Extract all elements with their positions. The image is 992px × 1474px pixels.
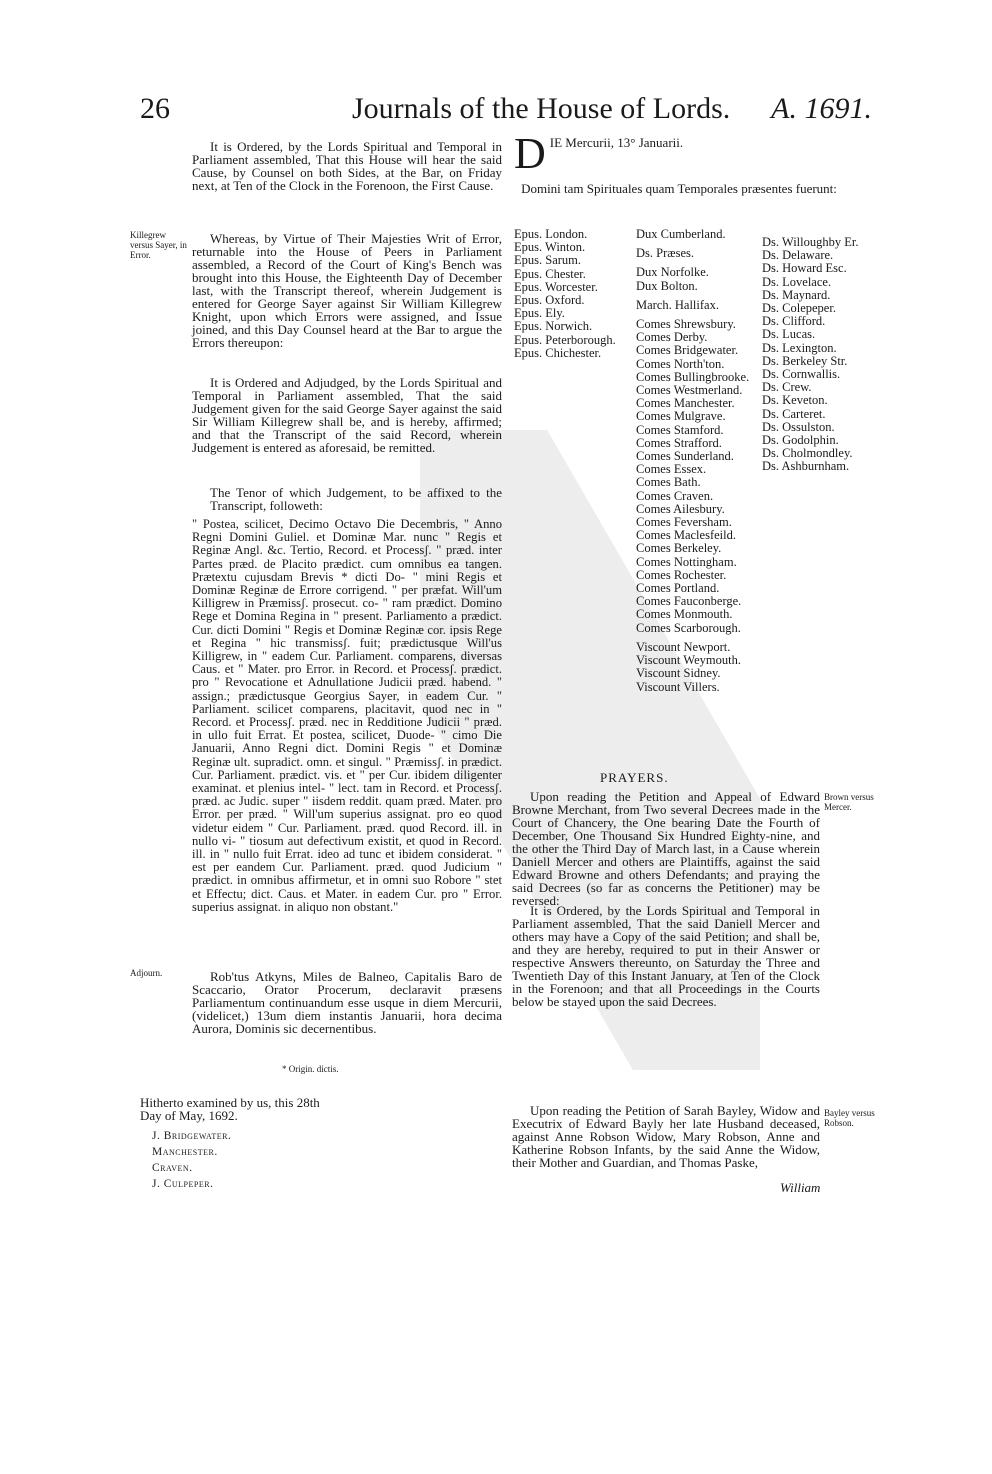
- left-para-ordered: It is Ordered and Adjudged, by the Lords Spiritual and Temporal in Parliament assembled, That the said Judgement given for the said George Sayer against the said Sir William Killegrew shall be, and is hereby, affirmed; and that the Transcript of the said Record, wherein Judgement is entered as aforesaid, be remitted.: [192, 375, 502, 455]
- lord-entry: Ds. Cornwallis.: [762, 367, 841, 382]
- lord-entry: Epus. Chester.: [514, 266, 586, 281]
- left-para-1: It is Ordered, by the Lords Spiritual and Temporal in Parliament assembled, That this House will hear the said Cause, by Counsel on both Sides, at the Bar, on Friday next, at Ten of the Clock in the Forenoon, the First Cause.: [192, 139, 502, 193]
- running-title: Journals of the House of Lords.: [352, 92, 731, 125]
- lord-entry: Comes Feversham.: [636, 515, 732, 530]
- day-heading: [514, 129, 844, 178]
- lord-entry: Epus. Sarum.: [514, 253, 582, 268]
- margin-note-browne: Brown versus Mercer.: [824, 792, 874, 812]
- date-line: IE Mercurii, 13° Januarii.: [549, 135, 684, 150]
- bishops-list: [514, 228, 634, 360]
- lord-entry: Comes Bath.: [636, 475, 701, 490]
- lord-entry: Comes Westmerland.: [636, 383, 743, 398]
- lord-entry: Comes North'ton.: [636, 356, 725, 371]
- lord-entry: Viscount Sidney.: [636, 666, 721, 681]
- page-number: 26: [140, 92, 170, 125]
- catchword: William: [780, 1180, 821, 1195]
- lord-entry: Comes Portland.: [636, 581, 720, 596]
- lord-entry: Comes Manchester.: [636, 396, 735, 411]
- lord-entry: Ds. Clifford.: [762, 314, 826, 329]
- lord-entry: Ds. Crew.: [762, 380, 812, 395]
- lord-entry: Ds. Ossulston.: [762, 419, 835, 434]
- lord-entry: Comes Derby.: [636, 330, 708, 345]
- running-year: A. 1691.: [771, 92, 872, 125]
- lord-entry: Ds. Lovelace.: [762, 274, 832, 289]
- lord-entry: Comes Fauconberge.: [636, 594, 742, 609]
- margin-note-killegrew: Killegrew versus Sayer, in Error.: [130, 230, 187, 260]
- lord-entry: Viscount Newport.: [636, 639, 731, 654]
- lord-entry: Ds. Maynard.: [762, 287, 831, 302]
- lord-entry: Comes Mulgrave.: [636, 409, 726, 424]
- lord-entry: Epus. Peterborough.: [514, 332, 616, 347]
- lord-entry: Epus. Norwich.: [514, 319, 593, 334]
- lord-entry: Comes Bridgewater.: [636, 343, 739, 358]
- footnote: * Origin. dictis.: [282, 1064, 339, 1074]
- temporal-lords-list: [636, 228, 760, 694]
- lord-entry: Epus. London.: [514, 227, 588, 241]
- lord-entry: Dux Norfolke.: [636, 265, 709, 280]
- lord-entry: March. Hallifax.: [636, 297, 719, 312]
- lord-entry: Ds. Howard Esc.: [762, 261, 847, 276]
- right-para-browne: Upon reading the Petition and Appeal of Edward Browne Merchant, from Two several Decrees made in the Court of Chancery, the One bearing Date the Fourth of December, One Thousand Six Hundred Eighty-nine, and the other the Third Day of March last, in a Cause wherein Daniell Mercer and others are Plaintiffs, against the said Edward Browne and others Defendants; and praying the said Decrees (so far as concerns the Petitioner) may be reversed:: [512, 789, 820, 908]
- lord-entry: Ds. Ashburnham.: [762, 459, 850, 474]
- left-latin-judgement: " Postea, scilicet, Decimo Octavo Die Decembris, " Anno Regni Domini Guliel. et Dominæ Mar. nunc " Regis et Reginæ Angl. &c. Tertio, Record. et Processʃ. " præd. inter Partes præd. de Placito prædict. cum omnibus ea tangen. Prætextu cujusdam Brevis * dicti Do- " mini Regis et Dominæ Reginæ de Errore corrigend. " per præfat. Will'um Killigrew in Præmissʃ. prosecut. co- " ram prædict. Domino Rege et Domina Regina in " present. Parliamento a prædict. Cur. dicti Domini " Regis et Dominæ Reginæ cor. ipsis Rege et Regina " hic transmissʃ. fuit; prædictusque Will'us Killigrew, in " eadem Cur. Parliament. comparens, diversas Caus. et " Mater. pro Error. in Record. et Processʃ. prædict. pro " Revocatione et Adnullatione Judicii præd. habend. " assign.; prædictusque Georgius Sayer, in eadem Cur. " Parliament. scilicet comparens, placitavit, quod nec in " Record. et Processʃ. præd. nec in Redditione Judicii " præd. in ullo fuit Errat. Et postea, scilicet, Duode- " cimo Die Januarii, Anno Regni dict. Domini Regis " et Dominæ Reginæ ult. supradict. omn. et singul. " Præmissʃ. in prædict. Cur. Parliament. prædict. vis. et " per Cur. ibidem diligenter examinat. et plenius intel- " lect. tam in Record. et Processʃ. præd. ac Judic. super " iisdem reddit. quam præd. Mater. pro Error. per præd. " Will'um superius assignat. pro eo quod videtur eidem " Cur. Parliament. præd. quod Record. ill. in nullo vi- " tiosum aut defectivum existit, et quod in Record. ill. in " nullo fuit Errat. ideo ad tunc et ibidem considerat. " est per eandem Cur. Parliament. præd. quod Judicium " prædict. in omnibus affirmetur, et in omni suo Robore " stet et Effectu; dict. Caus. et Mater. in eadem Cur. pro " Error. superius assignat. in aliquo non obstant.": [192, 517, 502, 914]
- lord-entry: Ds. Colepeper.: [762, 301, 836, 316]
- lord-entry: Comes Bullingbrooke.: [636, 369, 750, 384]
- present-heading: Domini tam Spirituales quam Temporales præsentes fuerunt:: [521, 181, 837, 196]
- lord-entry: Epus. Ely.: [514, 306, 565, 321]
- lord-entry: Comes Maclesfeild.: [636, 528, 736, 543]
- margin-note-adjourn: Adjourn.: [130, 968, 163, 978]
- lord-entry: Comes Ailesbury.: [636, 501, 725, 516]
- lord-entry: Epus. Oxford.: [514, 293, 585, 308]
- lord-entry: Dux Cumberland.: [636, 227, 726, 241]
- lord-entry: Ds. Berkeley Str.: [762, 353, 848, 368]
- lord-entry: Comes Rochester.: [636, 567, 727, 582]
- lord-entry: Epus. Worcester.: [514, 279, 598, 294]
- lord-entry: Comes Scarborough.: [636, 620, 741, 635]
- lord-entry: Ds. Lexington.: [762, 340, 837, 355]
- left-tenor: The Tenor of which Judgement, to be affixed to the Transcript, followeth:: [210, 485, 502, 513]
- lord-entry: Ds. Cholmondley.: [762, 446, 853, 461]
- lord-entry: Dux Bolton.: [636, 278, 698, 293]
- examined-line: Hitherto examined by us, this 28th Day of May, 1692.: [140, 1095, 320, 1123]
- signatory: Craven.: [152, 1162, 193, 1174]
- lord-entry: Comes Essex.: [636, 462, 707, 477]
- lord-entry: Comes Sunderland.: [636, 449, 734, 464]
- signatory: J. Bridgewater.: [152, 1130, 232, 1142]
- left-adjourn-para: Rob'tus Atkyns, Miles de Balneo, Capitalis Baro de Scaccario, Orator Procerum, declaravit præsens Parliamentum continuandum esse usque in diem Mercurii, (videlicet,) 13um diem instantis Januarii, hora decima Aurora, Dominis sic decernentibus.: [192, 969, 502, 1036]
- drop-cap: D: [514, 129, 546, 178]
- lord-entry: Comes Strafford.: [636, 435, 722, 450]
- lord-entry: Epus. Winton.: [514, 240, 586, 255]
- right-para-bayly: Upon reading the Petition of Sarah Bayley, Widow and Executrix of Edward Bayly her late Husband deceased, against Anne Robson Widow, Mary Robson, Anne and Katherine Robson Infants, by the said Anne the Widow, their Mother and Guardian, and Thomas Paske,: [512, 1103, 820, 1170]
- prayers-heading: PRAYERS.: [600, 770, 669, 785]
- lord-entry: Comes Craven.: [636, 488, 714, 503]
- signatory: J. Culpeper.: [152, 1178, 214, 1190]
- lord-entry: Ds. Præses.: [636, 246, 694, 261]
- lord-entry: Viscount Villers.: [636, 679, 720, 694]
- lord-entry: Ds. Godolphin.: [762, 433, 839, 448]
- signatory: Manchester.: [152, 1146, 218, 1158]
- signatories: [152, 1128, 352, 1192]
- left-para-whereas: Whereas, by Virtue of Their Majesties Writ of Error, returnable into the House of Peers in Parliament assembled, a Record of the Court of King's Bench was brought into this House, the Eighteenth Day of December last, with the Transcript thereof, wherein Judgement is entered for George Sayer against Sir William Killegrew Knight, upon which Errors were assigned, and Issue joined, and this Day Counsel heard at the Bar to argue the Errors thereupon:: [192, 231, 502, 350]
- lord-entry: Comes Stamford.: [636, 422, 724, 437]
- lord-entry: Comes Monmouth.: [636, 607, 733, 622]
- lord-entry: Ds. Willoughby Er.: [762, 235, 859, 249]
- barons-list: [762, 236, 882, 474]
- lord-entry: Comes Berkeley.: [636, 541, 722, 556]
- lord-entry: Comes Shrewsbury.: [636, 317, 736, 332]
- lord-entry: Comes Nottingham.: [636, 554, 737, 569]
- lord-entry: Viscount Weymouth.: [636, 653, 741, 668]
- lord-entry: Ds. Lucas.: [762, 327, 816, 342]
- lord-entry: Epus. Chichester.: [514, 345, 602, 360]
- lord-entry: Ds. Carteret.: [762, 406, 826, 421]
- right-para-order: It is Ordered, by the Lords Spiritual and Temporal in Parliament assembled, That the said Daniell Mercer and others may have a Copy of the said Petition; and shall be, and they are hereby, required to put in their Answer or respective Answers thereunto, on Saturday the Three and Twentieth Day of this Instant January, at Ten of the Clock in the Forenoon; and that all Proceedings in the Courts below be stayed upon the said Decrees.: [512, 903, 820, 1009]
- lord-entry: Ds. Keveton.: [762, 393, 828, 408]
- lord-entry: Ds. Delaware.: [762, 248, 834, 263]
- margin-note-bayly: Bayley versus Robson.: [824, 1108, 875, 1128]
